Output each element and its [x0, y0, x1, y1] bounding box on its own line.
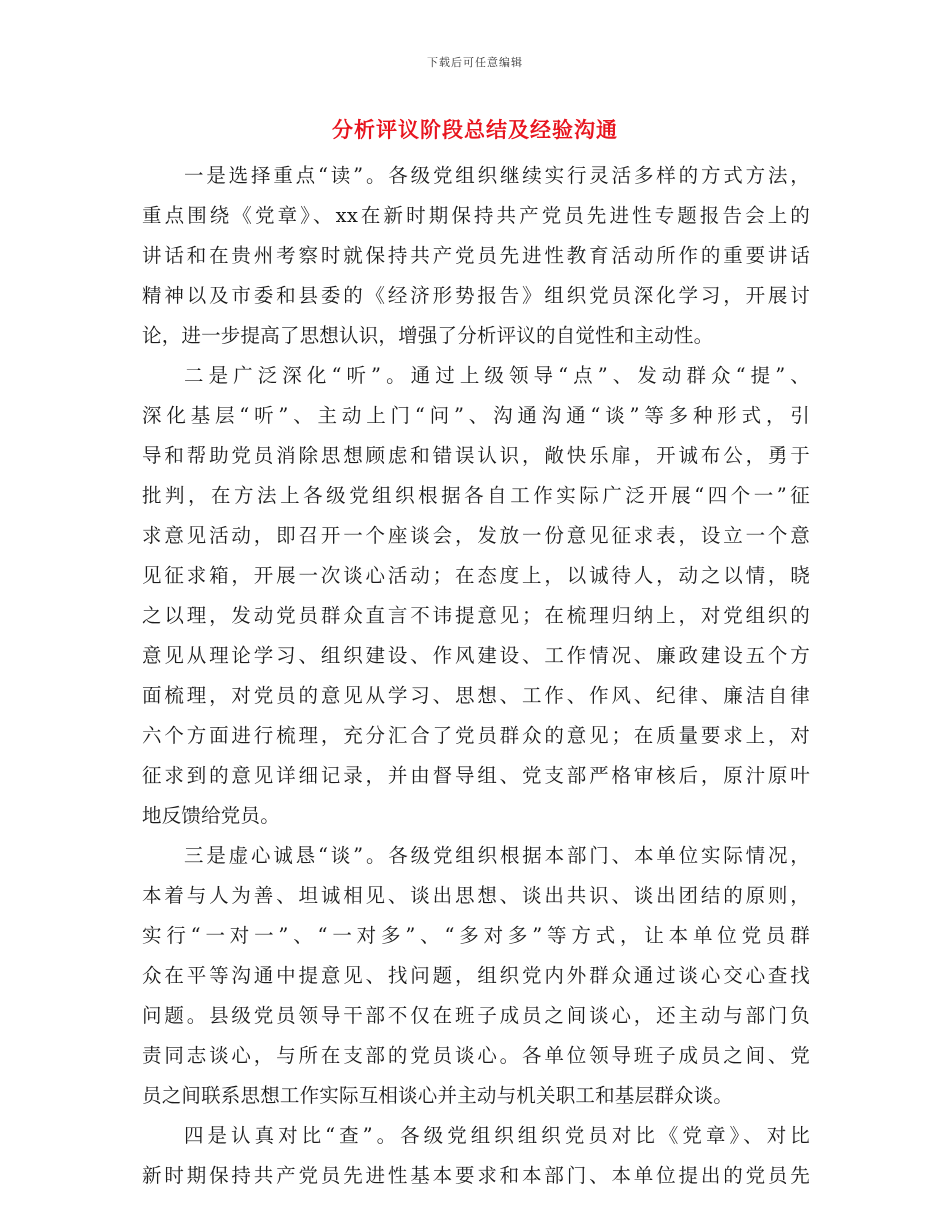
paragraph-1-line: 讲话和在贵州考察时就保持共产党员先进性教育活动所作的重要讲话: [142, 244, 810, 267]
paragraph-3-line: 责同志谈心，与所在支部的党员谈心。各单位领导班子成员之间、党: [142, 1044, 810, 1067]
paragraph-2-line: 导和帮助党员消除思想顾虑和错误认识，敞快乐扉，开诚布公，勇于: [142, 444, 810, 467]
paragraph-2-line: 二是广泛深化“听”。通过上级领导“点”、发动群众“提”、: [184, 364, 810, 387]
paragraph-3-line: 实行“一对一”、“一对多”、“多对多”等方式，让本单位党员群: [142, 924, 810, 947]
paragraph-3-line: 问题。县级党员领导干部不仅在班子成员之间谈心，还主动与部门负: [142, 1004, 810, 1027]
document-body: [142, 156, 810, 1196]
paragraph-2-line: 批判，在方法上各级党组织根据各自工作实际广泛开展“四个一”征: [142, 484, 810, 507]
paragraph-3-line: 本着与人为善、坦诚相见、谈出思想、谈出共识、谈出团结的原则，: [142, 884, 810, 907]
paragraph-1-line: 一是选择重点“读”。各级党组织继续实行灵活多样的方式方法，: [184, 164, 810, 187]
paragraph-2-line: 六个方面进行梳理，充分汇合了党员群众的意见；在质量要求上，对: [142, 724, 810, 747]
paragraph-1-line: 重点围绕《党章》、xx在新时期保持共产党员先进性专题报告会上的: [142, 204, 810, 227]
document-title: 分析评议阶段总结及经验沟通: [332, 118, 618, 142]
paragraph-2-line: 地反馈给党员。: [142, 804, 280, 827]
paragraph-3-line: 三是虚心诚恳“谈”。各级党组织根据本部门、本单位实际情况，: [184, 844, 810, 867]
page-header-note: 下载后可任意编辑: [427, 56, 523, 69]
paragraph-2-line: 见征求箱，开展一次谈心活动；在态度上，以诚待人，动之以情，晓: [142, 564, 810, 587]
paragraph-2-line: 面梳理，对党员的意见从学习、思想、工作、作风、纪律、廉洁自律: [142, 684, 810, 707]
paragraph-4-line: 四是认真对比“查”。各级党组织组织党员对比《党章》、对比: [184, 1124, 810, 1147]
paragraph-3-line: 众在平等沟通中提意见、找问题，组织党内外群众通过谈心交心查找: [142, 964, 810, 987]
paragraph-4-line: 新时期保持共产党员先进性基本要求和本部门、本单位提出的党员先: [142, 1164, 810, 1187]
paragraph-2-line: 征求到的意见详细记录，并由督导组、党支部严格审核后，原汁原叶: [142, 764, 810, 787]
paragraph-2-line: 意见从理论学习、组织建设、作风建设、工作情况、廉政建设五个方: [142, 644, 810, 667]
paragraph-2-line: 深化基层“听”、主动上门“问”、沟通沟通“谈”等多种形式，引: [142, 404, 810, 427]
paragraph-2-line: 求意见活动，即召开一个座谈会，发放一份意见征求表，设立一个意: [142, 524, 810, 547]
paragraph-3-line: 员之间联系思想工作实际互相谈心并主动与机关职工和基层群众谈。: [142, 1084, 734, 1107]
paragraph-1-line: 精神以及市委和县委的《经济形势报告》组织党员深化学习，开展讨: [142, 284, 810, 307]
paragraph-1-line: 论，进一步提高了思想认识，增强了分析评议的自觉性和主动性。: [142, 324, 714, 347]
paragraph-2-line: 之以理，发动党员群众直言不讳提意见；在梳理归纳上，对党组织的: [142, 604, 810, 627]
